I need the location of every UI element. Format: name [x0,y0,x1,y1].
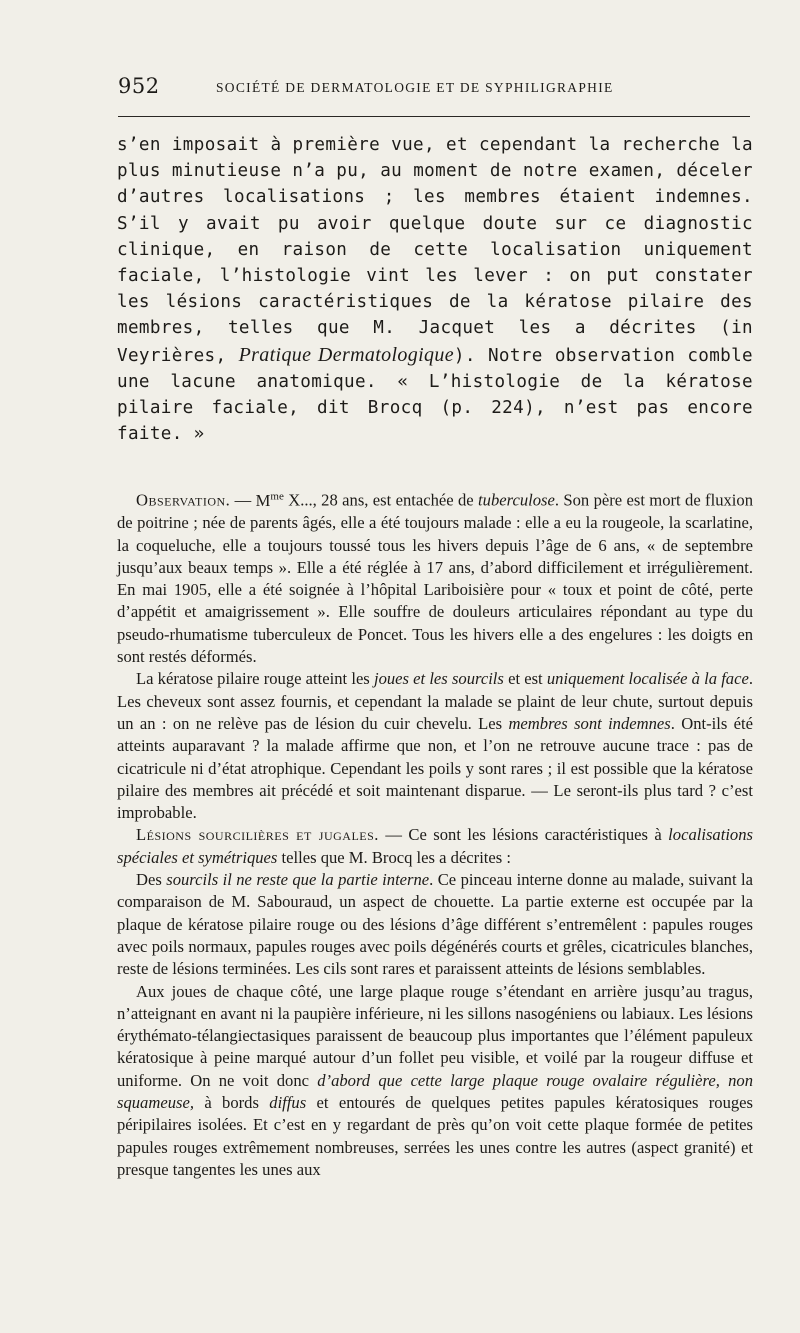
sourcils-b: . Ce pinceau interne donne au malade, suivant la comparaison de M. Sabouraud, un aspect de chouette. La partie externe est occupée par la plaque de kératose pilaire rouge ou des lésions d’âge différent s’entremêlent : papules rouges avec poils normaux, papules rouges avec poils dégénérés courts et grêles, cicatricules blanches, reste de lésions terminées. Les cils sont rares et paraissent atteints de lésions semblables. [117,870,753,979]
sourcils-paragraph [117,869,753,980]
joues-c: et entourés de quelques petites papules kératosiques rouges péripilaires isolées. Et c’est en y regardant de près qu’on voit cette plaque formée de petites papules rouges extrêmement nombreuses, serrées les unes contre les autres (aspect granité) et presque tangentes les unes aux [117,1092,753,1179]
observation-dash: — [230,490,256,510]
lesions-a: — Ce sont les lésions caractéristiques à [378,825,669,845]
observation-text-a: X..., 28 ans, est entachée de [283,490,479,510]
lesions-label: Lésions sourcilières et jugales. [136,825,379,845]
page-number: 952 [118,74,160,98]
intro-text-b: ). Notre observation comble une lacune anatomique. « L’histologie de la kératose pilaire faciale, dit Brocq (p. 224), n’est pas encore faite. » [117,345,753,445]
lesions-b: telles que M. Brocq les a décrites : [277,847,512,867]
joues-b: à bords [193,1092,270,1112]
intro-italic-title: Pratique Dermatologique [238,343,454,366]
sourcils-a: Des [136,870,167,890]
keratose-paragraph [117,668,753,824]
intro-paragraph [117,132,753,447]
keratose-c: . Les cheveux sont assez fournis, et cependant la malade se plaint de leur chute, surtout depuis un an : on ne relève pas de lésion du cuir chevelu. Les [117,669,753,733]
joues-i1: d’abord que cette large plaque rouge ovalaire régulière, non squameuse, [117,1070,753,1112]
sourcils-i1: sourcils il ne reste que la partie interne [166,870,430,890]
joues-i2: diffus [269,1092,307,1112]
keratose-b: et est [503,669,547,689]
body-text [117,132,753,1181]
observation-paragraph [117,485,753,668]
intro-text-a: s’en imposait à première vue, et cependant la recherche la plus minutieuse n’a pu, au moment de notre examen, déceler d’autres localisations ; les membres étaient indemnes. S’il y avait pu avoir quelque doute sur ce diagnostic clinique, en raison de cette localisation uniquement faciale, l’histologie vint les lever : on put constater les lésions caractéristiques de la kératose pilaire des membres, telles que M. Jacquet les a décrites (in Veyrières, [117,135,753,366]
observation-text-b: . Son père est mort de fluxion de poitrine ; née de parents âgés, elle a été toujours malade : elle a eu la rougeole, la scarlatine, la coqueluche, elle a toujours toussé tous les hivers depuis l’âge de 6 ans, « de septembre jusqu’aux beaux temps ». Elle a été réglée à 17 ans, d’abord difficilement et irrégulièrement. En mai 1905, elle a été soignée à l’hôpital Lariboisière pour « toux et point de côté, perte d’appétit et amaigrissement ». Elle souffre de douleurs articulaires répondant au type du pseudo-rhumatisme tuberculeux de Poncet. Tous les hivers elle a des engelures : les doigts en sont restés déformés. [117,490,753,667]
header-rule [118,116,750,117]
lesions-paragraph [117,824,753,869]
observation-mme: $M^{me}$ [255,490,284,510]
joues-a: Aux joues de chaque côté, une large plaque rouge s’étendant en arrière jusqu’au tragus, n’atteignant en avant ni la paupière inférieure, ni les sillons nasogéniens ou labiaux. Les lésions érythémato-télangiectasiques paraissent de beaucoup plus importantes que l’élément papuleux kératosique à peine marqué autour d’un follet peu visible, et voilé par la rougeur diffuse et uniforme. On ne voit donc [117,981,753,1090]
observation-italic: tuberculose [478,490,555,510]
keratose-d: . Ont-ils été atteints auparavant ? la malade affirme que non, et l’on ne retrouve aucune trace : pas de cicatricule ni d’état atrophique. Cependant les poils y sont rares ; il est possible que la kératose pilaire des membres ait précédé et soit maintenant disparue. — Le seront-ils plus tard ? c’est improbable. [117,713,753,823]
observation-label: Observation. [136,490,231,510]
keratose-a: La kératose pilaire rouge atteint les [136,669,374,689]
lesions-i1: localisations spéciales et symétriques [117,825,753,867]
keratose-i1: joues et les sourcils [373,669,504,689]
keratose-i3: membres sont indemnes [508,713,671,733]
joues-paragraph [117,981,753,1182]
page-header [118,74,750,108]
observation-mme-superscript: me [270,490,284,503]
keratose-i2: uniquement localisée à la face [546,669,749,689]
running-title: SOCIÉTÉ DE DERMATOLOGIE ET DE SYPHILIGRAPHIE [216,80,614,95]
